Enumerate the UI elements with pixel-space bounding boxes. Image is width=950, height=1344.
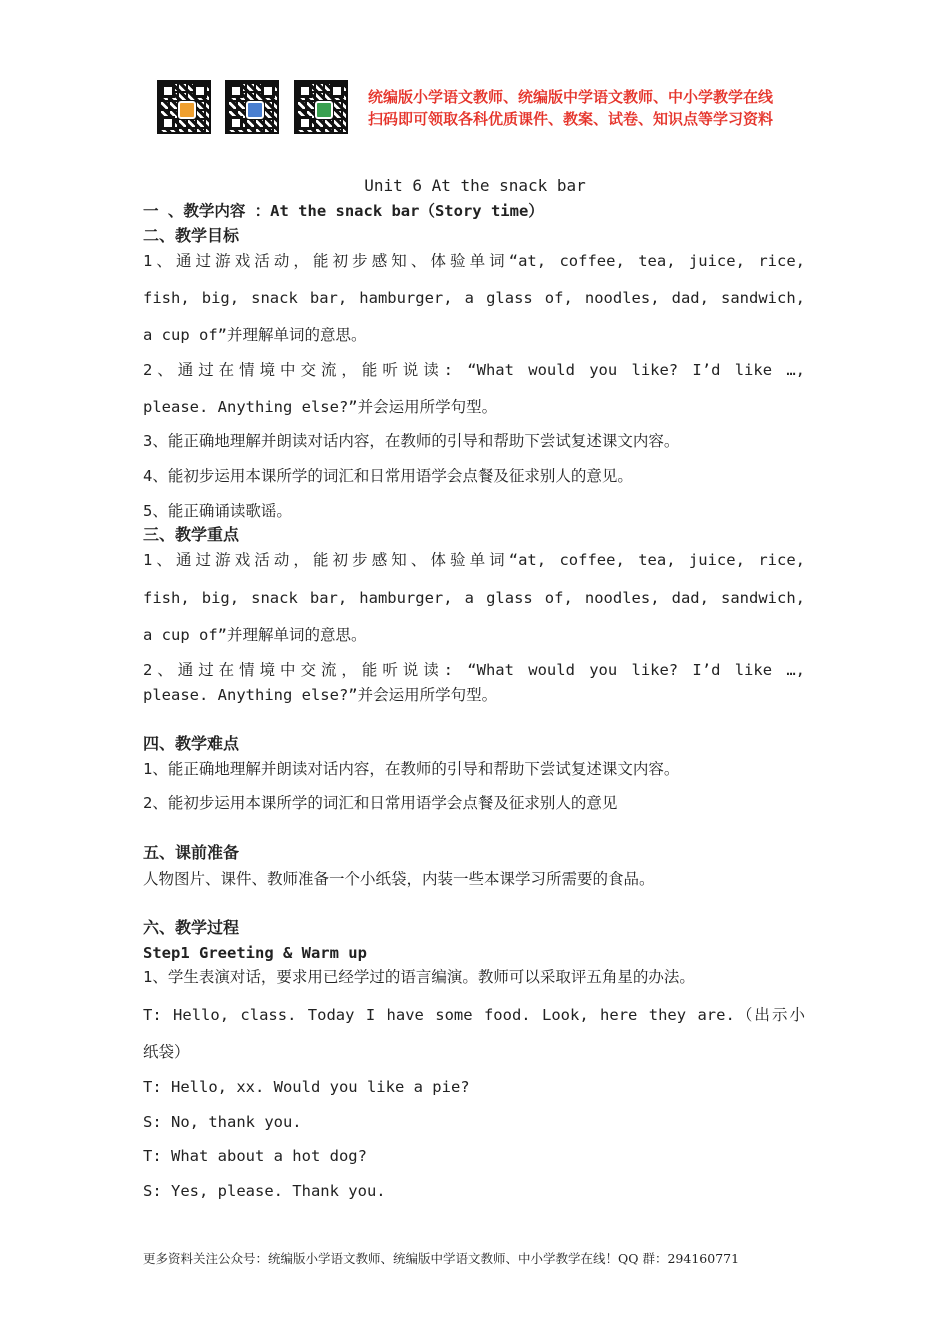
preparation-text: 人物图片、课件、教师准备一个小纸袋，内装一些本课学习所需要的食品。 [143,870,655,888]
goal-5: 5、能正确诵读歌谣。 [143,502,292,520]
dialogue-student-1: S: No, thank you. [143,1113,302,1131]
qr-logo-icon [246,101,264,119]
dialogue-teacher-2: T: Hello, xx. Would you like a pie? [143,1078,470,1096]
qr-code-3 [294,80,348,134]
dialogue-teacher-1-line-1: T: Hello, class. Today I have some food. Look, here they are.（出示小 [143,1006,805,1024]
banner-line-2: 扫码即可领取各科优质课件、教案、试卷、知识点等学习资料 [368,110,774,128]
content-line: 一 、教学内容 ：At the snack bar（Story time） [143,202,544,220]
dialogue-teacher-1-line-2: 纸袋） [143,1043,190,1061]
step-1-item-1: 1、学生表演对话，要求用已经学过的语言编演。教师可以采取评五角星的办法。 [143,968,695,986]
goal-1-line-3: a cup of”并理解单词的意思。 [143,326,367,344]
section-heading-preparation: 五、课前准备 [143,843,240,862]
banner-line-1: 统编版小学语文教师、统编版中学语文教师、中小学教学在线 [368,88,774,106]
goal-1-line-2: fish, big, snack bar, hamburger, a glass of, noodles, dad, sandwich, [143,289,805,307]
qr-logo-icon [315,101,333,119]
page-title: Unit 6 At the snack bar [364,176,586,195]
difficulty-2: 2、能初步运用本课所学的词汇和日常用语学会点餐及征求别人的意见 [143,794,618,812]
dialogue-student-2: S: Yes, please. Thank you. [143,1182,386,1200]
key-1-line-1: 1、通过游戏活动，能初步感知、体验单词“at, coffee, tea, juice, rice, [143,551,805,569]
section-heading-difficulties: 四、教学难点 [143,734,240,753]
section-heading-goals: 二、教学目标 [143,226,240,245]
footer-note: 更多资料关注公众号：统编版小学语文教师、统编版中学语文教师、中小学教学在线！QQ 群：294160771 [143,1251,740,1266]
dialogue-teacher-3: T: What about a hot dog? [143,1147,367,1165]
goal-2-line-1: 2、通过在情境中交流，能听说读: “What would you like? I’d like …, [143,361,805,379]
key-1-line-2: fish, big, snack bar, hamburger, a glass of, noodles, dad, sandwich, [143,589,805,607]
step-1-title: Step1 Greeting & Warm up [143,944,367,962]
qr-code-2 [225,80,279,134]
goal-3: 3、能正确地理解并朗读对话内容，在教师的引导和帮助下尝试复述课文内容。 [143,432,680,450]
qr-code-1 [157,80,211,134]
promo-banner [368,86,773,130]
qr-logo-icon [178,101,196,119]
goal-2-line-2: please. Anything else?”并会运用所学句型。 [143,398,498,416]
key-2-line-2: please. Anything else?”并会运用所学句型。 [143,686,498,704]
section-heading-key-points: 三、教学重点 [143,525,240,544]
difficulty-1: 1、能正确地理解并朗读对话内容，在教师的引导和帮助下尝试复述课文内容。 [143,760,680,778]
section-heading-process: 六、教学过程 [143,918,240,937]
key-1-line-3: a cup of”并理解单词的意思。 [143,626,367,644]
goal-4: 4、能初步运用本课所学的词汇和日常用语学会点餐及征求别人的意见。 [143,467,633,485]
key-2-line-1: 2、通过在情境中交流，能听说读: “What would you like? I’d like …, [143,661,805,679]
goal-1-line-1: 1、通过游戏活动，能初步感知、体验单词“at, coffee, tea, juice, rice, [143,252,805,270]
